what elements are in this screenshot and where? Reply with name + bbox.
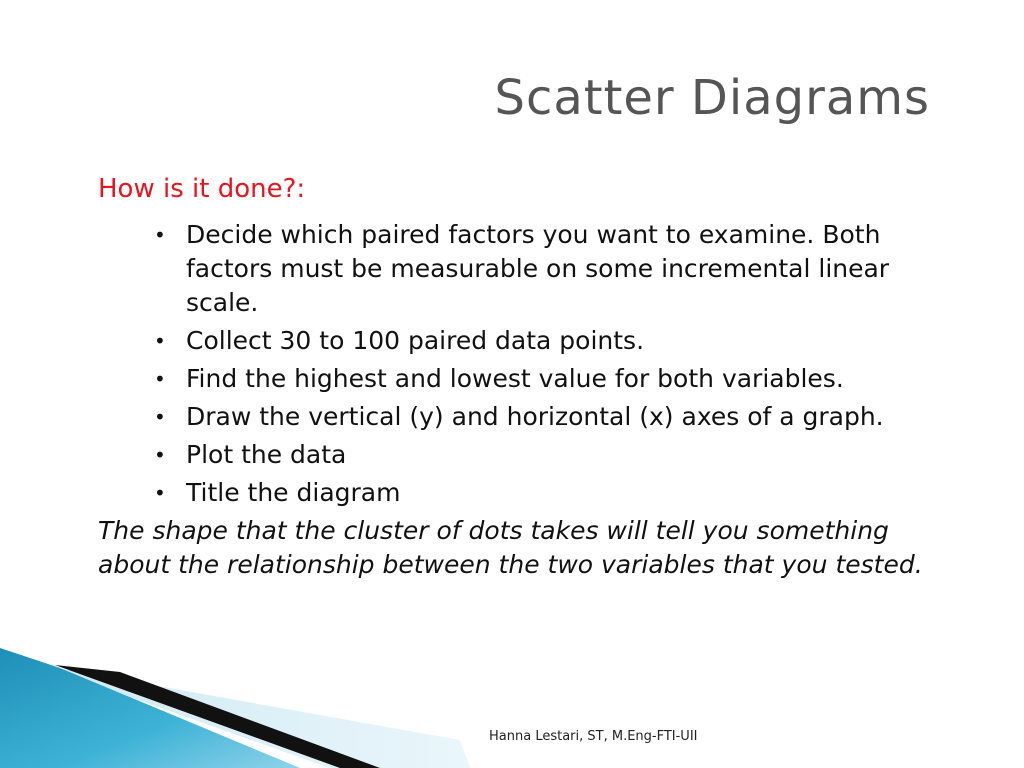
bullet-icon: • xyxy=(154,443,166,467)
bullet-item xyxy=(154,400,906,434)
bullet-item xyxy=(154,324,906,358)
bullet-icon: • xyxy=(154,405,166,429)
slide-title: Scatter Diagrams xyxy=(494,70,930,126)
bullet-text: Title the diagram xyxy=(186,478,401,507)
bullet-icon: • xyxy=(154,481,166,505)
italic-note: The shape that the cluster of dots takes will tell you something about the relationship between the two variables that you tested. xyxy=(98,516,923,579)
section-heading: How is it done?: xyxy=(98,174,306,204)
bullet-text: Collect 30 to 100 paired data points. xyxy=(186,326,645,355)
bullet-icon: • xyxy=(154,329,166,353)
bullet-item xyxy=(154,362,906,396)
bullet-text: Draw the vertical (y) and horizontal (x) axes of a graph. xyxy=(186,402,884,431)
bullet-text: Find the highest and lowest value for both variables. xyxy=(186,364,844,393)
bullet-text: Plot the data xyxy=(186,440,347,469)
footer-author: Hanna Lestari, ST, M.Eng-FTI-UII xyxy=(489,729,698,744)
bullet-icon: • xyxy=(154,223,166,247)
bullet-list xyxy=(98,218,948,510)
bullet-item xyxy=(154,476,906,510)
bullet-item xyxy=(154,218,906,320)
bullet-text: Decide which paired factors you want to examine. Both factors must be measurable on some incremental linear scale. xyxy=(186,220,890,317)
bullet-icon: • xyxy=(154,367,166,391)
bullet-item xyxy=(154,438,906,472)
slide-content xyxy=(98,172,948,582)
